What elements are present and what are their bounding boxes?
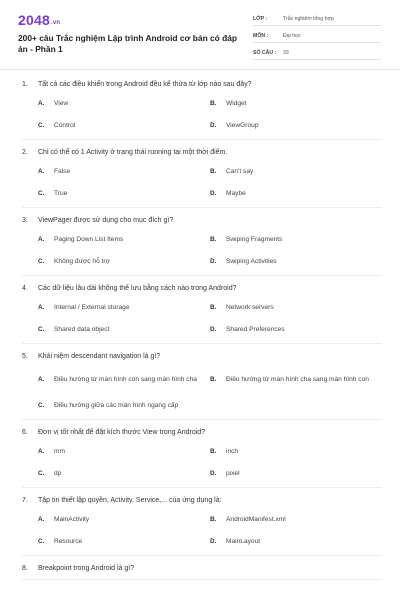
- answer-letter: D.: [210, 121, 217, 129]
- answer-grid: [38, 92, 382, 136]
- document-meta: [253, 12, 381, 63]
- question-number: 3.: [22, 217, 28, 224]
- answer-option[interactable]: [210, 318, 382, 340]
- document-title: 200+ câu Trắc nghiệm Lập trình Android cơ bản có đáp án - Phần 1: [18, 33, 238, 54]
- answer-letter: C.: [38, 537, 45, 545]
- answer-grid: [38, 160, 382, 204]
- answer-letter: A.: [38, 167, 45, 175]
- answer-option[interactable]: [210, 92, 382, 114]
- answer-text: Internal / External storage: [54, 303, 130, 311]
- answer-text: MainLayout: [226, 537, 261, 545]
- answer-text: Network servers: [226, 303, 274, 311]
- answer-option[interactable]: [38, 462, 210, 484]
- question-text: Tất cả các điều khiển trong Android đều kế thừa từ lớp nào sau đây?: [38, 81, 252, 88]
- question-header: [22, 214, 382, 228]
- answer-letter: B.: [210, 515, 217, 523]
- question-text: ViewPager được sử dụng cho mục đích gì?: [38, 217, 174, 224]
- answer-option[interactable]: [210, 114, 382, 136]
- question-item: [0, 494, 400, 556]
- question-number: 5.: [22, 353, 28, 360]
- answer-grid: [38, 364, 382, 416]
- answer-letter: A.: [38, 515, 45, 523]
- question-header: [22, 494, 382, 508]
- question-text: Khái niệm descendant navigation là gì?: [38, 353, 161, 360]
- answer-text: AndroidManifest.xml: [226, 515, 286, 523]
- question-text: Các dữ liệu lâu dài không thể lưu bằng cách nào trong Android?: [38, 285, 237, 292]
- answer-option[interactable]: [38, 318, 210, 340]
- question-divider: [22, 139, 382, 140]
- question-list: [0, 78, 400, 586]
- answer-option[interactable]: [38, 508, 210, 530]
- answer-grid: [38, 296, 382, 340]
- question-item: [0, 146, 400, 208]
- answer-option[interactable]: [210, 160, 382, 182]
- question-item: [0, 78, 400, 140]
- answer-letter: D.: [210, 325, 217, 333]
- answer-letter: A.: [38, 375, 45, 383]
- answer-letter: C.: [38, 257, 45, 265]
- question-header: [22, 146, 382, 160]
- answer-option[interactable]: [210, 182, 382, 204]
- answer-option[interactable]: [210, 508, 382, 530]
- answer-letter: B.: [210, 447, 217, 455]
- answer-text: dp: [54, 469, 62, 477]
- question-divider: [22, 207, 382, 208]
- meta-value: 33: [283, 49, 289, 56]
- answer-letter: A.: [38, 235, 45, 243]
- answer-letter: C.: [38, 325, 45, 333]
- meta-row-count: [253, 46, 381, 60]
- question-text: Chỉ có thể có 1 Activity ở trạng thái running tại một thời điểm.: [38, 149, 228, 156]
- question-text: Breakpoint trong Android là gì?: [38, 565, 135, 572]
- question-divider: [22, 419, 382, 420]
- question-header: [22, 282, 382, 296]
- answer-letter: D.: [210, 257, 217, 265]
- question-item: [0, 282, 400, 344]
- answer-option[interactable]: [38, 296, 210, 318]
- answer-letter: C.: [38, 401, 45, 409]
- answer-option[interactable]: [38, 530, 210, 552]
- answer-option[interactable]: [38, 440, 210, 462]
- answer-letter: B.: [210, 99, 217, 107]
- answer-text: Swiping Activities: [226, 257, 277, 265]
- answer-letter: B.: [210, 235, 217, 243]
- answer-letter: D.: [210, 189, 217, 197]
- question-header: [22, 78, 382, 92]
- answer-text: mm: [54, 447, 65, 455]
- answer-letter: C.: [38, 189, 45, 197]
- logo-tld: .vn: [50, 20, 61, 26]
- answer-option[interactable]: [210, 462, 382, 484]
- meta-row-class: [253, 12, 381, 26]
- answer-text: Swiping Fragments: [226, 235, 283, 243]
- answer-option[interactable]: [210, 228, 382, 250]
- answer-text: pixel: [226, 469, 240, 477]
- answer-text: View: [54, 99, 69, 107]
- answer-text: inch: [226, 447, 239, 455]
- answer-text: Shared data object: [54, 325, 110, 333]
- answer-letter: B.: [210, 375, 217, 383]
- answer-text: True: [54, 189, 68, 197]
- question-header: [22, 562, 382, 576]
- question-number: 1.: [22, 81, 28, 88]
- answer-option[interactable]: [38, 114, 210, 136]
- answer-text: ViewGroup: [226, 121, 259, 129]
- question-divider: [22, 487, 382, 488]
- answer-text: Điều hướng giữa các màn hình ngang cấp: [54, 401, 179, 409]
- meta-value: Trắc nghiệm tổng hợp: [283, 15, 334, 22]
- answer-letter: C.: [38, 469, 45, 477]
- question-number: 8.: [22, 565, 28, 572]
- answer-option[interactable]: [38, 228, 210, 250]
- answer-text: Control: [54, 121, 76, 129]
- question-divider: [22, 579, 382, 580]
- answer-text: Paging Down List Items: [54, 235, 124, 243]
- question-item: [0, 214, 400, 276]
- answer-grid: [38, 508, 382, 552]
- site-logo[interactable]: [18, 12, 60, 28]
- question-number: 2.: [22, 149, 28, 156]
- answer-option[interactable]: [210, 394, 382, 416]
- logo-number: 2048: [18, 12, 50, 28]
- answer-option[interactable]: [210, 440, 382, 462]
- question-text: Tập tin thiết lập quyền, Activity, Service,... của ứng dụng là:: [38, 497, 222, 504]
- answer-text: Maybe: [226, 189, 246, 197]
- answer-text: Không được hỗ trợ: [54, 257, 110, 265]
- page-header: [0, 0, 400, 70]
- answer-letter: A.: [38, 99, 45, 107]
- answer-option[interactable]: [38, 364, 210, 394]
- answer-letter: D.: [210, 537, 217, 545]
- meta-label: MÔN :: [253, 32, 269, 39]
- meta-value: Đại học: [283, 32, 301, 39]
- answer-option[interactable]: [210, 364, 382, 394]
- answer-text: Widget: [226, 99, 247, 107]
- question-divider: [22, 555, 382, 556]
- answer-option[interactable]: [38, 92, 210, 114]
- question-header: [22, 350, 382, 364]
- question-item: [0, 426, 400, 488]
- question-text: Đơn vị tốt nhất để đặt kích thước View trong Android?: [38, 429, 206, 436]
- meta-label: LỚP :: [253, 15, 268, 22]
- answer-option[interactable]: [38, 250, 210, 272]
- answer-text: Shared Preferences: [226, 325, 285, 333]
- answer-option[interactable]: [210, 250, 382, 272]
- answer-text: MainActivity: [54, 515, 90, 523]
- answer-option[interactable]: [38, 394, 210, 416]
- question-divider: [22, 275, 382, 276]
- answer-text: Can't say: [226, 167, 254, 175]
- answer-option[interactable]: [38, 182, 210, 204]
- question-number: 4.: [22, 285, 28, 292]
- answer-option[interactable]: [210, 530, 382, 552]
- question-divider: [22, 343, 382, 344]
- answer-grid: [38, 440, 382, 484]
- question-item: [0, 350, 400, 420]
- question-number: 7.: [22, 497, 28, 504]
- answer-text: False: [54, 167, 71, 175]
- answer-letter: B.: [210, 303, 217, 311]
- question-number: 6.: [22, 429, 28, 436]
- answer-text: Điều hướng từ màn hình cha sang màn hình con: [226, 375, 369, 383]
- answer-grid: [38, 228, 382, 272]
- answer-text: Resource: [54, 537, 83, 545]
- question-header: [22, 426, 382, 440]
- meta-row-subject: [253, 29, 381, 43]
- answer-text: Điều hướng từ màn hình con sang màn hình cha: [54, 375, 197, 383]
- meta-label: SỐ CÂU :: [253, 49, 277, 56]
- answer-letter: A.: [38, 447, 45, 455]
- question-item: [0, 562, 400, 580]
- answer-option[interactable]: [210, 296, 382, 318]
- answer-letter: C.: [38, 121, 45, 129]
- answer-option[interactable]: [38, 160, 210, 182]
- answer-letter: B.: [210, 167, 217, 175]
- answer-letter: D.: [210, 469, 217, 477]
- answer-letter: A.: [38, 303, 45, 311]
